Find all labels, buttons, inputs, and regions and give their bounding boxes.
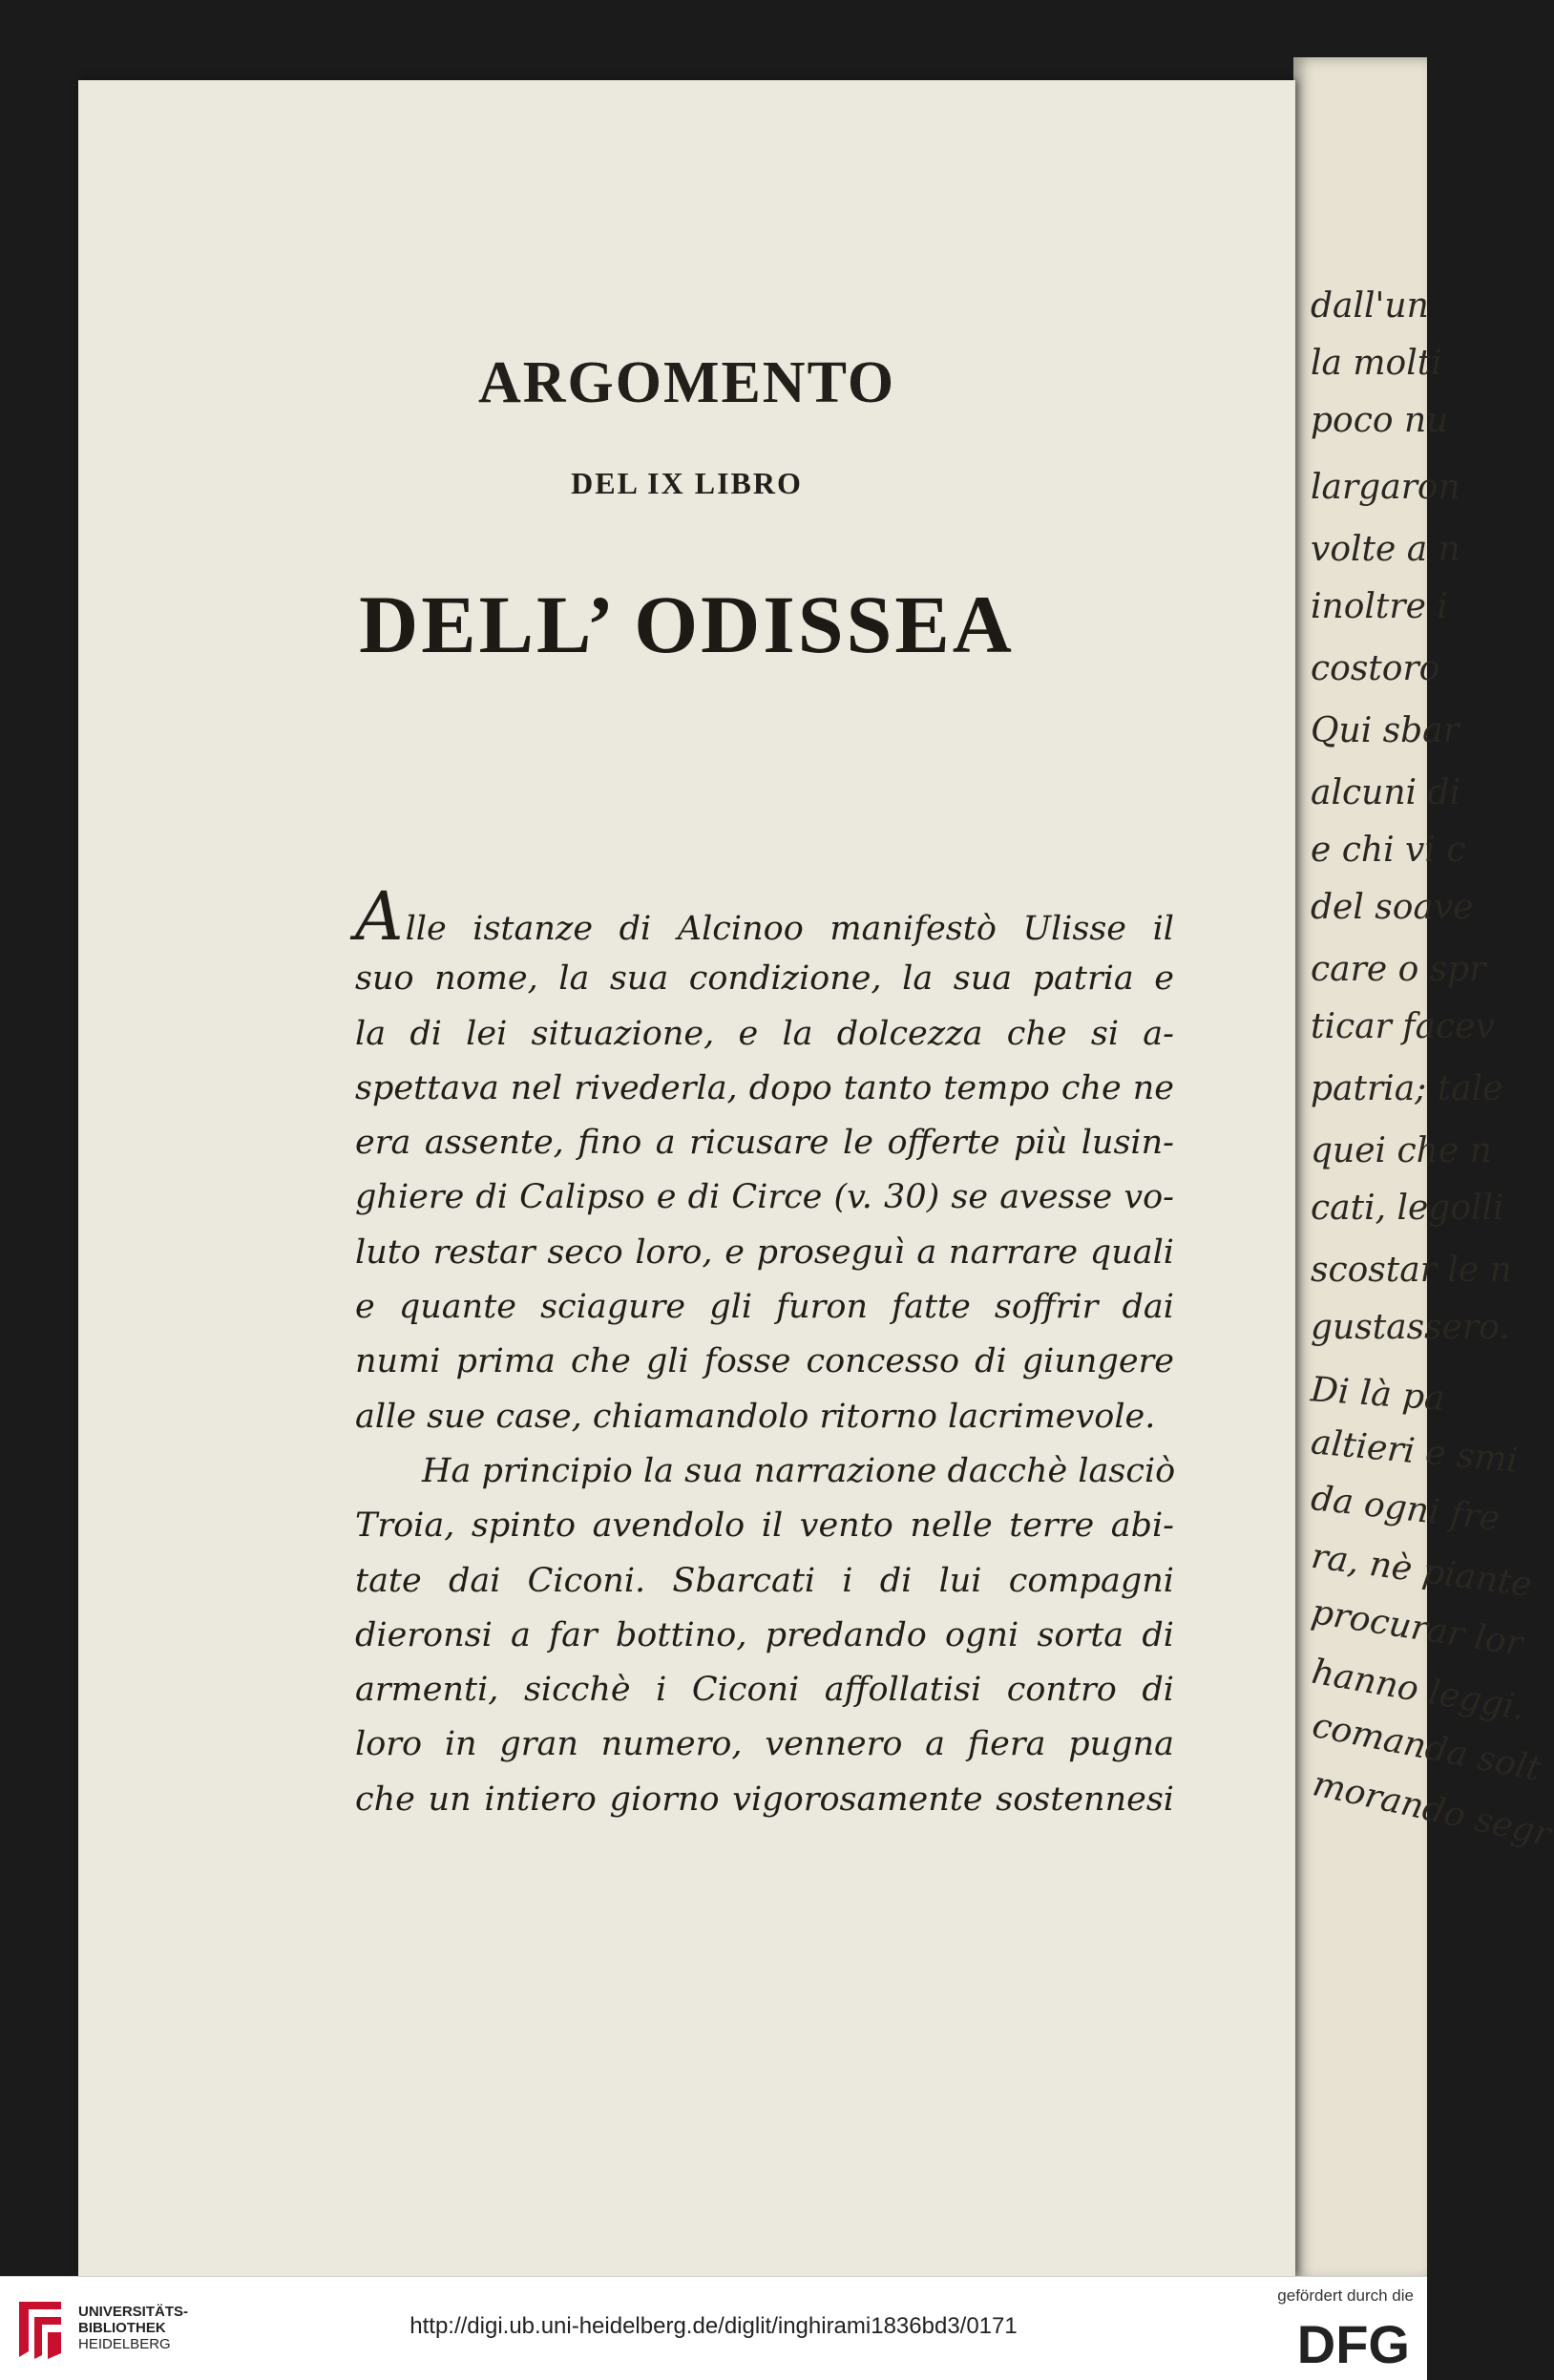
facing-page-line: inoltre i (1311, 587, 1448, 626)
facing-page-edge (1293, 57, 1554, 2282)
heading-book-number: DEL IX LIBRO (571, 466, 803, 500)
facing-page-line: la molti (1311, 344, 1442, 383)
text-line: numi prima che gli fosse concesso di giungere (355, 1342, 1174, 1381)
text-line: Ha principio la sua narrazione dacchè lasciò (422, 1451, 1176, 1490)
text-line: che un intiero giorno vigorosamente sostennesi (355, 1780, 1174, 1819)
text-line: loro in gran numero, vennero a fiera pugna (355, 1725, 1174, 1764)
text-line: la di lei situazione, e la dolcezza che si a- (355, 1014, 1174, 1053)
facing-page-line: Di là pa (1309, 1370, 1447, 1419)
facing-page-line: volte a n (1311, 530, 1460, 569)
heading-odissea: DELL’ ODISSEA (359, 579, 1015, 670)
facing-page-line: hanno leggi. (1309, 1652, 1528, 1729)
facing-page-line: del soave (1311, 888, 1474, 927)
viewer-footer (0, 2276, 1427, 2380)
text-line: era assente, fino a ricusare le offerte più lusin- (355, 1124, 1174, 1163)
library-name: UNIVERSITÄTS- BIBLIOTHEK HEIDELBERG (78, 2304, 189, 2352)
facing-page-line: Qui sbar (1311, 711, 1460, 750)
summary-text (355, 877, 1176, 1827)
facing-page-line: gustassero. (1311, 1308, 1510, 1347)
facing-page-line: ra, nè piante (1309, 1536, 1535, 1606)
svg-text:DFG: DFG (1296, 2314, 1410, 2374)
book-page (78, 80, 1295, 2276)
facing-page-line: alcuni di (1311, 773, 1461, 812)
facing-page-line: procurar lor (1309, 1592, 1525, 1664)
text-line: tate dai Ciconi. Sbarcati i di lui compagni (355, 1561, 1174, 1600)
text-line: dieronsi a far bottino, predando ogni sorta di (355, 1615, 1174, 1654)
text-line: spettava nel rivederla, dopo tanto tempo che ne (355, 1068, 1174, 1107)
facing-page-line: e chi vi c (1311, 831, 1466, 870)
heading-argomento: ARGOMENTO (477, 350, 896, 415)
facing-page-line: poco nu (1311, 401, 1449, 440)
facing-page-line: da ogni fre (1309, 1479, 1502, 1539)
facing-page-line: cati, legolli (1311, 1189, 1504, 1228)
text-line: Troia, spinto avendolo il vento nelle terre abi- (355, 1506, 1174, 1546)
text-line: e quante sciagure gli furon fatte soffrir dai (355, 1288, 1174, 1327)
dfg-logo-icon (1269, 2314, 1414, 2374)
facing-page-line: care o spr (1311, 950, 1486, 989)
text-line: luto restar seco loro, e proseguì a narrare quali (355, 1232, 1174, 1272)
facing-page-line: costoro (1311, 649, 1440, 688)
facing-page-line: scostar le n (1311, 1251, 1512, 1290)
page-url[interactable]: http://digi.ub.uni-heidelberg.de/diglit/inghirami1836bd3/0171 (410, 2313, 1018, 2339)
facing-page-line: dall'un (1311, 286, 1429, 326)
text-line: alle sue case, chiamandolo ritorno lacrimevole. (355, 1397, 1156, 1436)
text-line: suo nome, la sua condizione, la sua patria e (355, 959, 1174, 999)
facing-page-line: comanda solt (1309, 1705, 1544, 1790)
facing-page-line: altieri e smi (1309, 1422, 1520, 1481)
facing-page-line: largaron (1311, 468, 1460, 507)
funded-by-label: gefördert durch die (1277, 2286, 1414, 2305)
facing-page-line: ticar facev (1311, 1007, 1495, 1046)
text-line: ghiere di Calipso e di Circe (v. 30) se avesse vo- (355, 1178, 1174, 1217)
facing-page-line: patria; tale (1311, 1069, 1503, 1108)
drop-cap: A (355, 877, 404, 956)
facing-page-line: morando segr (1309, 1764, 1554, 1855)
text-line: Alle istanze di Alcinoo manifestò Ulisse il (355, 877, 1174, 956)
text-line: armenti, sicchè i Ciconi affollatisi contro di (355, 1671, 1174, 1710)
facing-page-line: quei che n (1311, 1131, 1492, 1170)
